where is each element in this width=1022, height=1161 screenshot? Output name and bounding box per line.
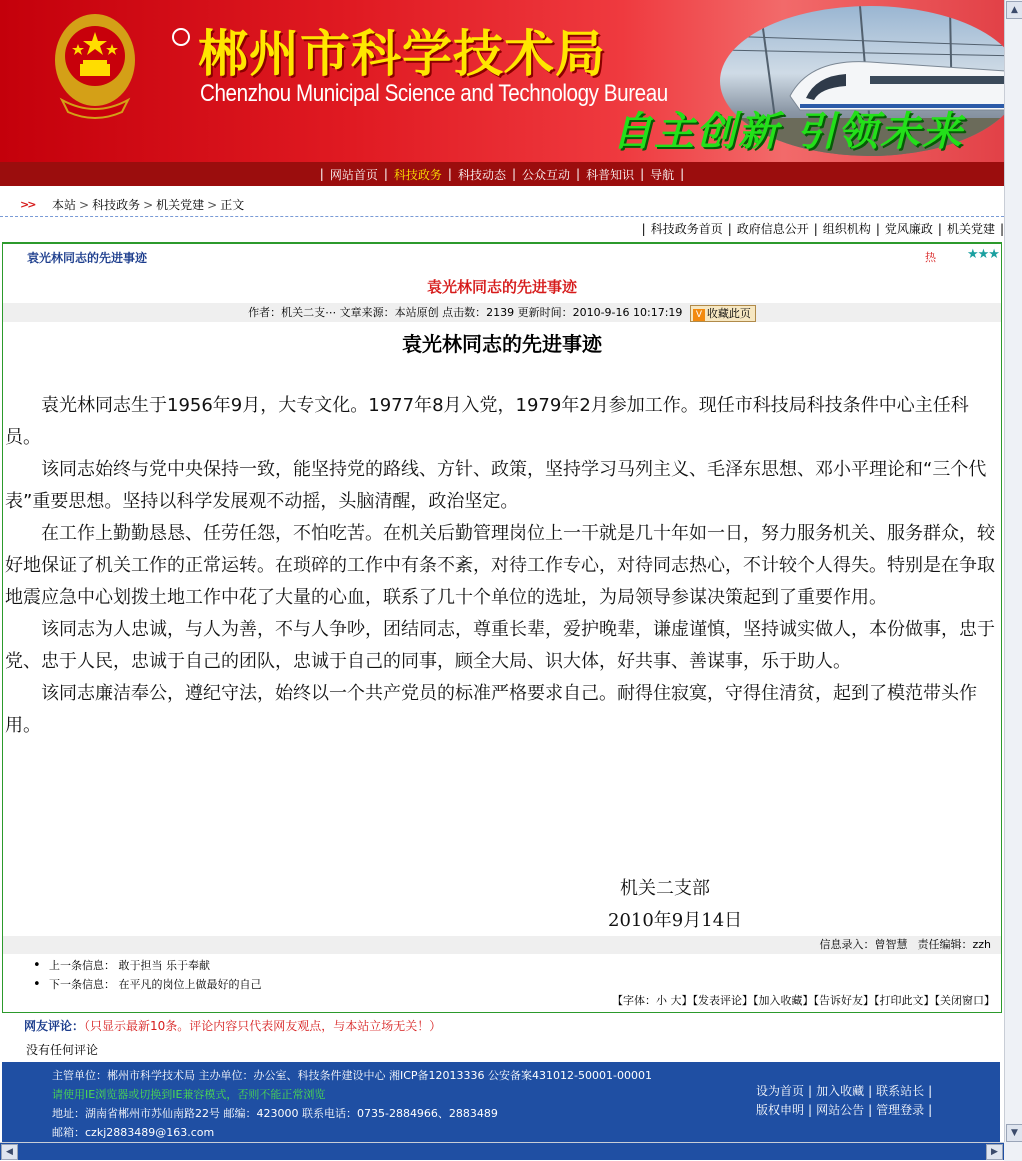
footer-sponsor: 主管单位：郴州市科学技术局 主办单位：办公室、科技条件建设中心 湘ICP备12013336 公安备案431012-50001-00001 bbox=[52, 1069, 652, 1082]
admin-login-link[interactable]: 管理登录 bbox=[876, 1103, 925, 1117]
font-size-tool[interactable]: 【字体：小 大】 bbox=[612, 994, 693, 1007]
footer-address: 地址：湖南省郴州市苏仙南路22号 邮编：423000 联系电话：0735-2884966、2883489 bbox=[52, 1107, 498, 1120]
recorder-text: 信息录入：曾智慧 bbox=[819, 938, 908, 951]
nav-separator: | bbox=[511, 167, 517, 181]
site-title: 郴州市科学技术局 bbox=[198, 25, 606, 83]
national-emblem-icon bbox=[52, 8, 138, 126]
breadcrumb-item-tech-affairs[interactable]: 科技政务 bbox=[92, 198, 141, 212]
article-tools bbox=[3, 992, 1001, 1010]
nav-item-public-interaction[interactable]: 公众互动 bbox=[522, 167, 571, 182]
nav-separator: | bbox=[576, 167, 581, 181]
comments-label: 网友评论： bbox=[24, 1019, 85, 1033]
nav-item-home[interactable]: 网站首页 bbox=[329, 167, 378, 182]
scrollbar-corner bbox=[1004, 1142, 1022, 1161]
site-title-english: Chenzhou Municipal Science and Technology Bureau bbox=[200, 80, 668, 107]
nav-item-science-knowledge[interactable]: 科普知识 bbox=[586, 167, 635, 182]
decor-circle-icon bbox=[172, 28, 190, 46]
breadcrumb-item-site[interactable]: 本站 bbox=[52, 198, 77, 212]
post-comment-link[interactable]: 【发表评论】 bbox=[692, 994, 753, 1007]
sub-nav: | 科技政务首页 | 政府信息公开 | 组织机构 | 党风廉政 | 机关党建 | bbox=[641, 222, 1004, 236]
article-paragraph: 该同志始终与党中央保持一致，能坚持党的路线、方针、政策，坚持学习马列主义、毛泽东思想、邓小平理论和“三个代表”重要思想。坚持以科学发展观不动摇，头脑清醒，政治坚定。 bbox=[5, 459, 987, 512]
footer: 主管单位：郴州市科学技术局 主办单位：办公室、科技条件建设中心 湘ICP备12013336 公安备案431012-50001-00001 请使用IE浏览器或切换到IE兼容模式，否则不能正常浏览 地址：湖南省郴州市苏仙南路22号 邮编：423000 联系电话：0735-2884966、2883489 邮箱：czkj2883489@163.com 设为首页 | 加入收藏 | 联系站长 | 版权申明 | 网站公告 | 管理登录 | bbox=[2, 1062, 1000, 1142]
subnav-item-integrity[interactable]: 党风廉政 bbox=[884, 222, 933, 236]
article-paragraph: 袁光林同志生于1956年9月，大专文化。1977年8月入党，1979年2月参加工作。现任市科技局科技条件中心主任科员。 bbox=[5, 395, 969, 448]
comments-section bbox=[2, 1013, 1000, 1059]
breadcrumb-arrows-icon: >> bbox=[20, 198, 35, 211]
subnav-item-organization[interactable]: 组织机构 bbox=[822, 222, 871, 236]
no-comments-text: 没有任何评论 bbox=[26, 1043, 99, 1057]
article-meta-text: 作者：机关二支⋯ 文章来源：本站原创 点击数：2139 更新时间：2010-9-16 10:17:19 bbox=[248, 306, 683, 319]
article-panel-header bbox=[3, 244, 1001, 270]
breadcrumb-item-current: 正文 bbox=[220, 198, 245, 212]
favorite-label: 收藏此页 bbox=[706, 306, 751, 320]
breadcrumb-separator: > bbox=[79, 198, 90, 212]
prev-article-link[interactable]: • 上一条信息： 敢于担当 乐于奉献 bbox=[33, 956, 262, 975]
site-notice-link[interactable]: 网站公告 bbox=[816, 1103, 865, 1117]
article-recorder-bar bbox=[3, 936, 1001, 954]
favorite-page-button[interactable] bbox=[690, 305, 756, 322]
main-nav bbox=[0, 162, 1004, 186]
editor-text: 责任编辑：zzh bbox=[917, 938, 991, 951]
nav-separator: | bbox=[319, 167, 324, 181]
footer-browser-warning: 请使用IE浏览器或切换到IE兼容模式，否则不能正常浏览 bbox=[52, 1088, 326, 1101]
nav-separator: | bbox=[680, 167, 685, 181]
nav-item-tech-affairs[interactable]: 科技政务 bbox=[393, 167, 442, 182]
article-paragraph: 在工作上勤勤恳恳、任劳任怨，不怕吃苦。在机关后勤管理岗位上一干就是几十年如一日，努力服务机关、服务群众，较好地保证了机关工作的正常运转。在琐碎的工作中有条不紊，对待工作专心，对待同志热心，不计较个人得失。特别是在争取地震应急中心划拨土地工作中花了大量的心血，联系了几十个单位的选址，为局领导参谋决策起到了重要作用。 bbox=[5, 523, 995, 608]
rating-stars-icon: ★★★ bbox=[967, 247, 999, 262]
breadcrumb-separator: > bbox=[207, 198, 218, 212]
article-title: 袁光林同志的先进事迹 bbox=[402, 332, 602, 356]
vertical-scrollbar[interactable] bbox=[1004, 0, 1022, 1142]
nav-item-navigation[interactable]: 导航 bbox=[650, 167, 675, 182]
footer-email: 邮箱：czkj2883489@163.com bbox=[52, 1126, 215, 1139]
breadcrumb bbox=[0, 194, 1004, 217]
article-signature: 机关二支部 bbox=[620, 878, 710, 899]
nav-separator: | bbox=[640, 167, 645, 181]
hot-badge: 热 bbox=[925, 251, 936, 264]
horizontal-scrollbar[interactable] bbox=[0, 1142, 1004, 1160]
scroll-right-icon[interactable]: ▶ bbox=[986, 1144, 1003, 1160]
article-meta bbox=[3, 303, 1001, 322]
article-title-red: 袁光林同志的先进事迹 bbox=[426, 278, 577, 296]
article-date: 2010年9月14日 bbox=[608, 910, 743, 931]
nav-separator: | bbox=[383, 167, 388, 181]
print-link[interactable]: 【打印此文】 bbox=[874, 994, 935, 1007]
scroll-up-icon[interactable]: ▲ bbox=[1006, 1, 1022, 19]
scroll-left-icon[interactable]: ◀ bbox=[1, 1144, 18, 1160]
slogan: 自主创新 引领未来 bbox=[612, 109, 964, 155]
set-homepage-link[interactable]: 设为首页 bbox=[756, 1084, 805, 1098]
article-body bbox=[5, 390, 999, 742]
next-article-link[interactable]: • 下一条信息： 在平凡的岗位上做最好的自己 bbox=[33, 975, 262, 994]
section-title: 袁光林同志的先进事迹 bbox=[27, 251, 148, 265]
tell-friend-link[interactable]: 【告诉好友】 bbox=[813, 994, 874, 1007]
favorite-v-icon: V bbox=[693, 309, 705, 321]
subnav-item-affairs-home[interactable]: 科技政务首页 bbox=[650, 222, 723, 236]
add-favorite-link[interactable]: 【加入收藏】 bbox=[753, 994, 814, 1007]
add-favorite-footer-link[interactable]: 加入收藏 bbox=[816, 1084, 865, 1098]
article-paragraph: 该同志为人忠诚，与人为善，不与人争吵，团结同志，尊重长辈，爱护晚辈，谦虚谨慎，坚持诚实做人，本份做事，忠于党、忠于人民，忠诚于自己的团队，忠诚于自己的同事，顾全大局、识大体，好共事、善谋事，乐于助人。 bbox=[5, 619, 995, 672]
article-paragraph: 该同志廉洁奉公，遵纪守法，始终以一个共产党员的标准严格要求自己。耐得住寂寞，守得住清贫，起到了模范带头作用。 bbox=[5, 683, 977, 736]
prev-next-links bbox=[33, 956, 262, 994]
nav-item-tech-news[interactable]: 科技动态 bbox=[457, 167, 506, 182]
contact-webmaster-link[interactable]: 联系站长 bbox=[876, 1084, 925, 1098]
close-window-link[interactable]: 【关闭窗口】 bbox=[934, 994, 995, 1007]
article-panel bbox=[2, 242, 1002, 1013]
breadcrumb-separator: > bbox=[143, 198, 154, 212]
subnav-item-gov-info[interactable]: 政府信息公开 bbox=[736, 222, 809, 236]
header-banner bbox=[0, 0, 1004, 162]
breadcrumb-item-party-building[interactable]: 机关党建 bbox=[156, 198, 205, 212]
subnav-item-party-building[interactable]: 机关党建 bbox=[946, 222, 995, 236]
copyright-link[interactable]: 版权申明 bbox=[756, 1103, 805, 1117]
scroll-down-icon[interactable]: ▼ bbox=[1006, 1124, 1022, 1142]
nav-separator: | bbox=[447, 167, 452, 181]
comments-note: （只显示最新10条。评论内容只代表网友观点，与本站立场无关！） bbox=[84, 1019, 442, 1033]
